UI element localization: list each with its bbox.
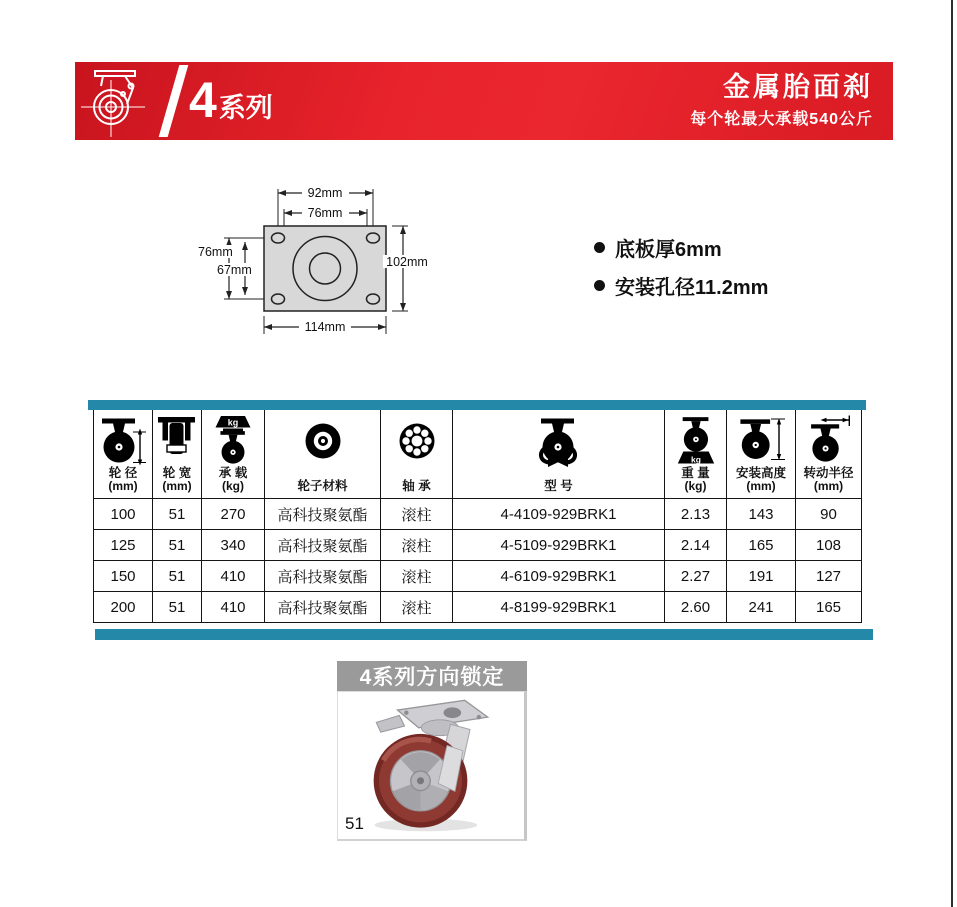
load-capacity-value: 410 <box>202 592 265 623</box>
col-wheel-width <box>153 410 202 499</box>
col-label: 轮 宽 <box>162 466 192 480</box>
col-unit: (mm) <box>813 479 844 493</box>
table-top-accent-bar <box>88 400 866 410</box>
wheel-width-value: 51 <box>153 561 202 592</box>
dim-left-outer: 76mm <box>198 245 233 259</box>
page-edge-rule <box>951 0 953 907</box>
col-mount-height <box>727 410 796 499</box>
kg-badge-label: kg <box>227 417 239 428</box>
col-weight <box>665 410 727 499</box>
col-load-capacity <box>202 410 265 499</box>
series-suffix: 系列 <box>218 93 273 123</box>
turning-radius-value: 108 <box>796 530 862 561</box>
bolt-hole-note: 安装孔径11.2mm <box>615 277 769 299</box>
model-value: 4-8199-929BRK1 <box>453 592 665 623</box>
weight-value: 2.14 <box>665 530 727 561</box>
col-label: 轮 径 <box>108 466 138 480</box>
wheel-diameter-icon <box>98 415 148 467</box>
banner-right-block <box>690 71 873 129</box>
load-capacity-icon <box>208 415 258 467</box>
col-label: 安装高度 <box>735 466 786 480</box>
col-bearing <box>381 410 453 499</box>
model-value: 4-4109-929BRK1 <box>453 499 665 530</box>
bullet-icon <box>594 280 605 291</box>
col-turning-radius <box>796 410 862 499</box>
model-swivel-icon <box>534 415 584 467</box>
spec-table-section <box>93 400 861 640</box>
wheel-material-value: 高科技聚氨酯 <box>265 499 381 530</box>
col-unit: (mm) <box>746 479 776 493</box>
turning-radius-value: 127 <box>796 561 862 592</box>
turning-radius-value: 165 <box>796 592 862 623</box>
brand-caster-icon <box>79 64 161 138</box>
col-label: 轮子材料 <box>297 479 348 493</box>
mount-height-icon <box>736 415 786 467</box>
table-row <box>94 530 862 561</box>
mount-height-value: 165 <box>727 530 796 561</box>
weight-scale-icon <box>671 415 721 467</box>
wheel-width-icon <box>152 415 202 467</box>
dim-left-inner: 67mm <box>217 263 252 277</box>
col-unit: (kg) <box>222 479 244 493</box>
plate-thickness-note: 底板厚6mm <box>615 239 722 261</box>
wheel-width-value: 51 <box>153 592 202 623</box>
wheel-material-icon <box>298 415 348 467</box>
caster-photo <box>348 694 516 834</box>
wheel-material-value: 高科技聚氨酯 <box>265 561 381 592</box>
wheel-width-value: 51 <box>153 530 202 561</box>
bullet-row <box>594 233 768 262</box>
dim-bottom: 114mm <box>304 320 346 334</box>
direction-lock-title: 4系列方向锁定 <box>337 661 527 691</box>
dim-top-inner: 76mm <box>307 206 343 220</box>
load-capacity-value: 270 <box>202 499 265 530</box>
bearing-value: 滚柱 <box>381 561 453 592</box>
col-unit: (mm) <box>108 479 138 493</box>
col-label: 型 号 <box>544 479 573 493</box>
bearing-icon <box>392 415 442 467</box>
col-label: 重 量 <box>681 466 710 480</box>
bearing-value: 滚柱 <box>381 592 453 623</box>
wheel-material-value: 高科技聚氨酯 <box>265 592 381 623</box>
series-number: 4 <box>189 72 217 128</box>
capacity-note: 每个轮最大承载540公斤 <box>690 111 873 128</box>
spec-bullets <box>594 233 768 309</box>
col-wheel-material <box>265 410 381 499</box>
col-wheel-diameter <box>94 410 153 499</box>
size-label: 51 <box>345 814 364 833</box>
table-row <box>94 592 862 623</box>
mount-height-value: 143 <box>727 499 796 530</box>
load-capacity-value: 410 <box>202 561 265 592</box>
bearing-value: 滚柱 <box>381 499 453 530</box>
wheel-diameter-value: 200 <box>94 592 153 623</box>
weight-value: 2.60 <box>665 592 727 623</box>
col-unit: (kg) <box>684 479 707 493</box>
mount-height-value: 241 <box>727 592 796 623</box>
series-banner <box>75 62 893 140</box>
col-label: 承 载 <box>218 466 248 480</box>
table-row <box>94 499 862 530</box>
load-capacity-value: 340 <box>202 530 265 561</box>
series-title <box>189 68 273 132</box>
wheel-diameter-value: 125 <box>94 530 153 561</box>
wheel-material-value: 高科技聚氨酯 <box>265 530 381 561</box>
mounting-plate-drawing <box>196 182 446 344</box>
mount-height-value: 191 <box>727 561 796 592</box>
banner-slash-divider <box>159 65 189 137</box>
col-model <box>453 410 665 499</box>
col-label: 转动半径 <box>803 466 854 480</box>
spec-table <box>93 410 862 623</box>
header-row <box>94 410 862 499</box>
bullet-icon <box>594 242 605 253</box>
dim-top-outer: 92mm <box>307 186 343 200</box>
bullet-row <box>594 271 768 300</box>
table-row <box>94 561 862 592</box>
direction-lock-photo-frame <box>337 691 527 841</box>
col-unit: (mm) <box>162 479 192 493</box>
turning-radius-value: 90 <box>796 499 862 530</box>
model-value: 4-6109-929BRK1 <box>453 561 665 592</box>
weight-value: 2.13 <box>665 499 727 530</box>
wheel-diameter-value: 100 <box>94 499 153 530</box>
wheel-width-value: 51 <box>153 499 202 530</box>
table-bottom-accent-bar <box>95 629 873 640</box>
turning-radius-icon <box>804 415 854 467</box>
model-value: 4-5109-929BRK1 <box>453 530 665 561</box>
wheel-diameter-value: 150 <box>94 561 153 592</box>
product-name: 金属胎面刹 <box>723 72 873 102</box>
direction-lock-box <box>337 661 527 841</box>
weight-value: 2.27 <box>665 561 727 592</box>
col-label: 轴 承 <box>402 479 431 493</box>
dim-right: 102mm <box>386 255 428 269</box>
bearing-value: 滚柱 <box>381 530 453 561</box>
kg-badge-label: kg <box>690 454 701 465</box>
